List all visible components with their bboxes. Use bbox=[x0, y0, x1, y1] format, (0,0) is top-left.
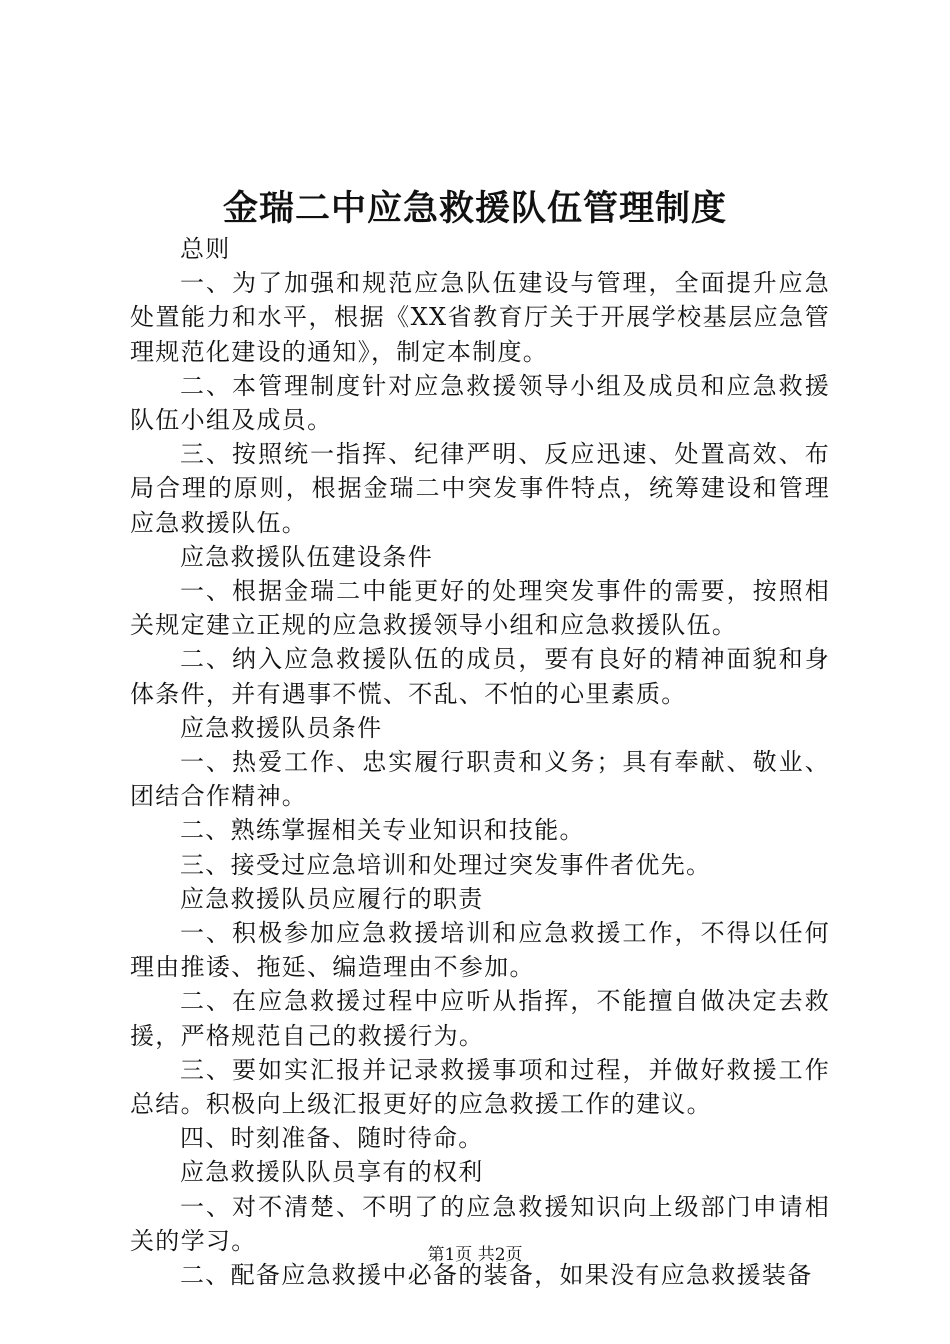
document-body bbox=[130, 232, 830, 1292]
paragraph: 二、熟练掌握相关专业知识和技能。 bbox=[180, 816, 585, 845]
paragraph: 三、按照统一指挥、纪律严明、反应迅速、处置高效、布局合理的原则，根据金瑞二中突发事件特点，统筹建设和管理应急救援队伍。 bbox=[130, 440, 830, 537]
paragraph: 三、要如实汇报并记录救援事项和过程，并做好救援工作总结。积极向上级汇报更好的应急救援工作的建议。 bbox=[130, 1055, 830, 1119]
document-title: 金瑞二中应急救援队伍管理制度 bbox=[222, 188, 727, 229]
paragraph: 二、本管理制度针对应急救援领导小组及成员和应急救援队伍小组及成员。 bbox=[130, 371, 830, 435]
paragraph: 二、配备应急救援中必备的装备，如果没有应急救援装备 bbox=[180, 1261, 813, 1290]
paragraph: 一、热爱工作、忠实履行职责和义务；具有奉献、敬业、团结合作精神。 bbox=[130, 748, 830, 811]
paragraph: 三、接受过应急培训和处理过突发事件者优先。 bbox=[180, 850, 712, 879]
paragraph: 一、为了加强和规范应急队伍建设与管理，全面提升应急处置能力和水平，根据《XX省教育厅关于开展学校基层应急管理规范化建设的通知》，制定本制度。 bbox=[130, 269, 830, 366]
paragraph-section-heading: 应急救援队伍建设条件 bbox=[180, 542, 433, 571]
paragraph-section-general: 总则 bbox=[180, 235, 231, 263]
paragraph: 二、纳入应急救援队伍的成员，要有良好的精神面貌和身体条件，并有遇事不慌、不乱、不怕的心里素质。 bbox=[130, 645, 830, 708]
paragraph: 二、在应急救援过程中应听从指挥，不能擅自做决定去救援，严格规范自己的救援行为。 bbox=[130, 987, 830, 1050]
paragraph: 一、根据金瑞二中能更好的处理突发事件的需要，按照相关规定建立正规的应急救援领导小组和应急救援队伍。 bbox=[130, 577, 830, 640]
paragraph-section-heading: 应急救援队队员享有的权利 bbox=[180, 1158, 484, 1187]
paragraph: 一、对不清楚、不明了的应急救援知识向上级部门申请相关的学习。 bbox=[130, 1192, 830, 1255]
paragraph: 一、积极参加应急救援培训和应急救援工作，不得以任何理由推诿、拖延、编造理由不参加。 bbox=[130, 919, 830, 982]
page-footer: 第1页 共2页 bbox=[427, 1245, 523, 1265]
paragraph-section-heading: 应急救援队员条件 bbox=[180, 713, 383, 742]
paragraph: 四、时刻准备、随时待命。 bbox=[180, 1124, 484, 1153]
paragraph-section-heading: 应急救援队员应履行的职责 bbox=[180, 884, 484, 913]
